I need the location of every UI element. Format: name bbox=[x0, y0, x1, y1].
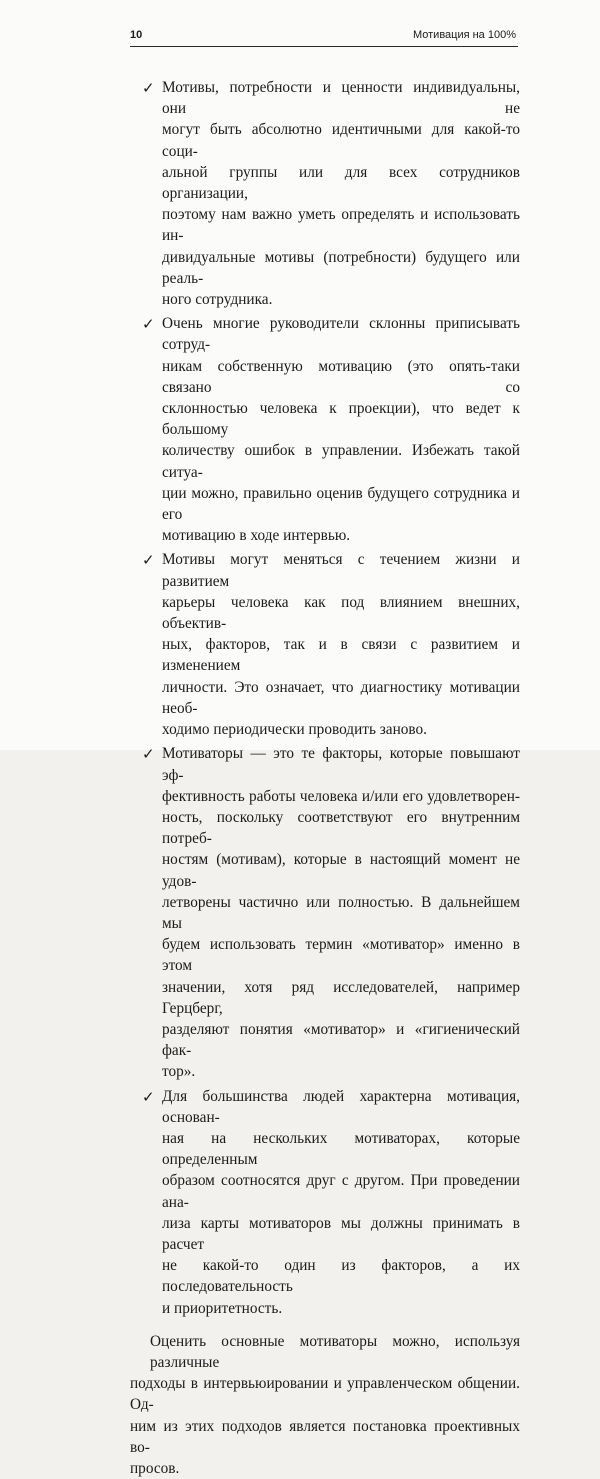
text-line: ции можно, правильно оценив будущего сотрудника и его bbox=[162, 484, 520, 524]
bullet-item bbox=[130, 1086, 520, 1319]
text-line: могут быть абсолютно идентичными для какой-то соци- bbox=[162, 121, 520, 160]
bullet-item bbox=[130, 313, 520, 546]
text-line: ного сотрудника. bbox=[162, 291, 273, 309]
text-line: никам собственную мотивацию (это опять-таки связано со bbox=[162, 357, 520, 396]
text-line: Для большинства людей характерна мотивация, основан- bbox=[162, 1087, 520, 1126]
body-text bbox=[130, 77, 520, 1479]
text-line: ность, поскольку соответствуют его внутренним потреб- bbox=[162, 808, 520, 848]
check-mark-icon: ✓ bbox=[142, 315, 155, 334]
text-line: летворены частично или полностью. В дальнейшем мы bbox=[162, 893, 520, 932]
text-line: склонностью человека к проекции), что ведет к большому bbox=[162, 400, 520, 439]
text-line: Мотивы могут меняться с течением жизни и развитием bbox=[162, 551, 520, 590]
text-line: лиза карты мотиваторов мы должны принимать в расчет bbox=[162, 1214, 520, 1253]
bullet-item bbox=[130, 77, 520, 310]
text-line: Оценить основные мотиваторы можно, используя различные bbox=[150, 1332, 520, 1371]
text-line: фективность работы человека и/или его удовлетворен- bbox=[162, 787, 520, 805]
text-line: альной группы или для всех сотрудников организации, bbox=[162, 163, 520, 203]
text-line: подходы в интервьюировании и управленческом общении. Од- bbox=[130, 1375, 520, 1414]
text-line: ная на нескольких мотиваторах, которые определенным bbox=[162, 1129, 520, 1169]
text-line: Мотивы, потребности и ценности индивидуальны, они не bbox=[162, 79, 520, 118]
text-line: будем использовать термин «мотиватор» именно в этом bbox=[162, 936, 520, 975]
text-line: образом соотносятся друг с другом. При проведении ана- bbox=[162, 1172, 520, 1211]
closing-paragraph bbox=[130, 1331, 520, 1479]
text-line: ностям (мотивам), которые в настоящий момент не удов- bbox=[162, 851, 520, 890]
text-line: ходимо периодически проводить заново. bbox=[162, 721, 427, 739]
bullet-list bbox=[130, 77, 520, 1319]
text-line: значении, хотя ряд исследователей, например Герцберг, bbox=[162, 978, 520, 1017]
page-number: 10 bbox=[130, 29, 143, 41]
text-line: мотивацию в ходе интервью. bbox=[162, 527, 351, 545]
bullet-item bbox=[130, 549, 520, 740]
text-line: ных, факторов, так и в связи с развитием и изменением bbox=[162, 636, 520, 675]
text-line: личности. Это означает, что диагностику мотивации необ- bbox=[162, 678, 520, 717]
check-mark-icon: ✓ bbox=[142, 1087, 155, 1106]
text-line: просов. bbox=[130, 1460, 180, 1477]
text-line: поэтому нам важно уметь определять и использовать ин- bbox=[162, 206, 520, 245]
check-mark-icon: ✓ bbox=[142, 551, 155, 570]
text-line: дивидуальные мотивы (потребности) будущего или реаль- bbox=[162, 248, 520, 287]
bullet-item bbox=[130, 743, 520, 1082]
book-title: Мотивация на 100% bbox=[412, 29, 516, 41]
text-line: тор». bbox=[162, 1063, 196, 1081]
text-line: карьеры человека как под влиянием внешних, объектив- bbox=[162, 593, 520, 633]
text-line: количеству ошибок в управлении. Избежать такой ситуа- bbox=[162, 442, 520, 481]
text-line: Очень многие руководители склонны приписывать сотруд- bbox=[162, 315, 520, 354]
text-line: Мотиваторы — это те факторы, которые повышают эф- bbox=[162, 745, 520, 784]
text-line: разделяют понятия «мотиватор» и «гигиенический фак- bbox=[162, 1020, 520, 1060]
text-line: и приоритетность. bbox=[162, 1299, 283, 1317]
check-mark-icon: ✓ bbox=[142, 745, 155, 764]
text-line: ним из этих подходов является постановка проективных во- bbox=[130, 1417, 520, 1456]
running-header bbox=[130, 26, 518, 47]
text-line: не какой-то один из факторов, а их последовательность bbox=[162, 1257, 520, 1296]
check-mark-icon: ✓ bbox=[142, 79, 155, 97]
